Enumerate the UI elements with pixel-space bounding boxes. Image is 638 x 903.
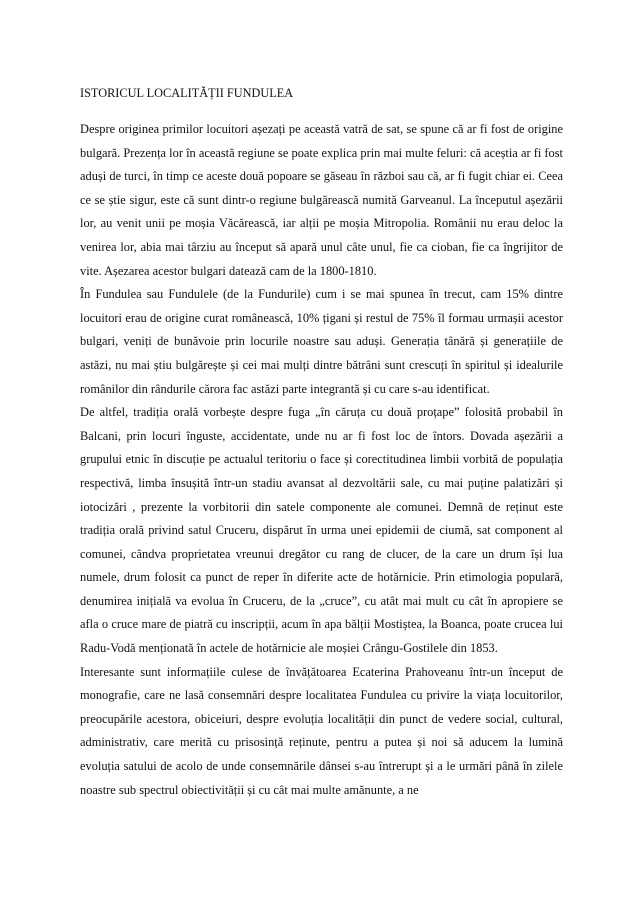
document-title: ISTORICUL LOCALITĂȚII FUNDULEA <box>80 86 294 100</box>
paragraph: De altfel, tradiția orală vorbește despre fuga „în căruța cu două proțape” folosită probabil în Balcani, prin locuri înguste, accidentate, unde nu ar fi fost loc de întors. Dovada așezării a grupului etnic în discuție pe actualul teritoriu o face și corectitudinea limbii vorbită de populația respectivă, limba însușită într-un stadiu avansat al dezvoltării sale, cu mai puține palatizări și iotocizări , prezente la vorbitorii din satele componente ale comunei. Demnă de reținut este tradiția orală privind satul Cruceru, dispărut în urma unei epidemii de ciumă, sat component al comunei, cândva proprietatea vreunui dregător cu rang de clucer, de la care un drum își lua numele, drum folosit ca punct de reper în diferite acte de hotărnicie. Prin etimologia populară, denumirea inițială va evolua în Cruceru, de la „cruce”, cu atât mai mult cu cât în apropiere se afla o cruce mare de piatră cu inscripții, acum în apa bălții Mostiștea, la Boanca, poate crucea lui Radu-Vodă menționată în actele de hotărnicie ale moșiei Crângu-Gostilele din 1853. <box>80 405 563 656</box>
paragraph: În Fundulea sau Fundulele (de la Fundurile) cum i se mai spunea în trecut, cam 15% dintre locuitori erau de origine curat românească, 10% țigani și restul de 75% îl formau urmașii acestor bulgari, veniți de bunăvoie prin locurile noastre sau aduși. Generația tânără și generațiile de astăzi, nu mai știu bulgărește și cei mai mulți dintre bătrâni sunt crescuți în spiritul și idealurile românilor din rândurile cărora fac astăzi parte integrantă și cu care s-au identificat. <box>80 287 563 396</box>
document-body <box>80 118 563 802</box>
paragraph: Despre originea primilor locuitori așezați pe această vatră de sat, se spune că ar fi fost de origine bulgară. Prezența lor în această regiune se poate explica prin mai multe feluri: că aceștia ar fi fost aduși de turci, în timp ce aceste două popoare se găseau în război sau că, ar fi fugit chiar ei. Ceea ce se știe sigur, este că sunt dintr-o regiune bulgărească numită Garveanul. La începutul așezării lor, au venit unii pe moșia Văcărească, iar alții pe moșia Mitropolia. Românii nu erau deloc la venirea lor, abia mai târziu au început să apară unul câte unul, fie ca cioban, fie ca îngrijitor de vite. Așezarea acestor bulgari datează cam de la 1800-1810. <box>80 122 563 278</box>
paragraph: Interesante sunt informațiile culese de învățătoarea Ecaterina Prahoveanu într-un început de monografie, care ne lasă consemnări despre localitatea Fundulea cu privire la viața locuitorilor, preocupările acestora, obiceiuri, despre evoluția localității din punct de vedere social, cultural, administrativ, care merită cu prisosință reținute, pentru a putea și noi să aducem la lumină evoluția satului de acolo de unde consemnările dânsei s-au întrerupt și a le urmări până în zilele noastre sub spectrul obiectivității și cu cât mai multe amănunte, a ne <box>80 664 563 797</box>
